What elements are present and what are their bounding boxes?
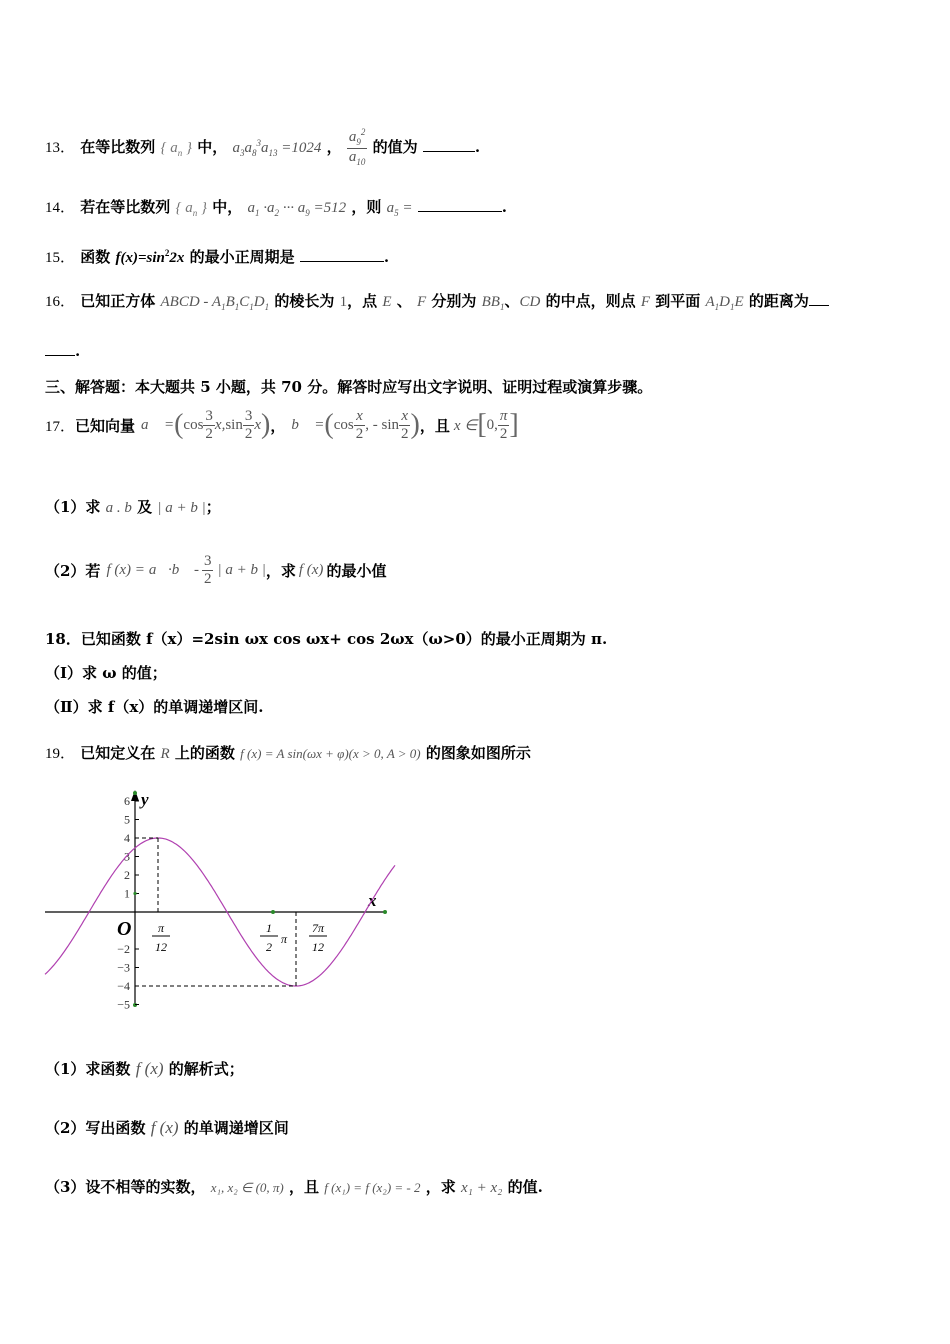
question-16-cont — [45, 342, 80, 360]
three-halves: $\frac{3}{2}$ — [244, 408, 253, 442]
question-text: 的值为 — [372, 137, 418, 156]
cube-part: C — [239, 294, 250, 310]
pi-half: $\frac{\pi}{2}$ — [499, 408, 508, 442]
y-axis-end-dot — [133, 791, 137, 795]
label-max-num: π — [157, 921, 165, 935]
question-13 — [45, 128, 480, 168]
question-text: ，点 — [347, 292, 378, 310]
question-text: 、 — [396, 292, 412, 310]
question-text: 的棱长为 — [274, 292, 335, 310]
pi: π — [499, 408, 508, 424]
question-19-part3 — [45, 1176, 543, 1197]
label-min-num: 7π — [311, 921, 325, 935]
x-half: $\frac{x}{2}$ — [355, 408, 364, 442]
dot-product: a . b — [105, 500, 132, 516]
question-text: 的单调递增区间 — [183, 1119, 289, 1137]
y-point-1 — [133, 892, 136, 895]
func-part2: 2x — [169, 250, 185, 266]
question-text: 已知正方体 — [80, 292, 156, 310]
answer-blank[interactable] — [423, 151, 475, 152]
function-fx: f (x) = — [106, 561, 145, 578]
sequence-symbol: { $a_n$ } — [175, 200, 207, 218]
left-bracket: [ — [477, 409, 487, 440]
question-17-part1 — [45, 496, 221, 517]
cube-part: ABCD - A — [160, 294, 222, 310]
question-text: 、 — [504, 292, 520, 310]
question-19-part2 — [45, 1117, 289, 1138]
question-text: ，且 — [419, 416, 450, 435]
right-bracket: ] — [509, 409, 519, 440]
equals-sign: = — [402, 200, 413, 216]
question-text: ； — [205, 498, 221, 516]
answer-blank[interactable] — [300, 261, 384, 262]
question-text: . — [383, 248, 390, 266]
vector-sum-norm: | a + b | — [157, 500, 206, 516]
segment-bb1: $BB_1$ — [481, 294, 505, 312]
question-text: ，求 — [265, 561, 296, 580]
cos-text: cos — [333, 416, 354, 433]
product-expression: $a_1 \cdot a_2$ ··· $a_9 =512$ — [247, 200, 347, 218]
sin-text: sin — [225, 416, 243, 433]
question-text: 的距离为 — [748, 292, 809, 310]
question-text: . — [75, 342, 81, 360]
question-text: 已知向量 — [75, 416, 136, 435]
label-max-den: 12 — [155, 940, 167, 954]
question-18: 18．已知函数 f（x）=2sin ωx cos ωx+ cos 2ωx（ω>0）的最小正周期为 π. — [45, 630, 608, 648]
point-e: E — [382, 294, 392, 310]
y-tick-label: 1 — [124, 886, 130, 901]
seq-letter: a — [170, 139, 178, 156]
question-number: 15． — [45, 250, 76, 266]
question-text: ， — [270, 416, 286, 435]
vector-sum-norm: | a + b | — [217, 561, 266, 578]
question-number: 19． — [45, 746, 76, 762]
x-var: x — [254, 416, 262, 433]
func-part: f(x)=sin — [115, 250, 165, 266]
question-16 — [45, 290, 829, 312]
point-f: F — [416, 294, 427, 310]
zero-point-dot — [271, 910, 275, 914]
question-text: 的解析式； — [168, 1060, 244, 1078]
answer-blank[interactable] — [809, 305, 829, 306]
function-fx: f (x) — [150, 1118, 179, 1137]
question-19-part1 — [45, 1058, 244, 1079]
seg-part: BB — [481, 294, 500, 310]
question-15 — [45, 246, 389, 267]
vector-a: a⃗ = — [141, 416, 175, 433]
question-text: 上的函数 — [174, 744, 235, 762]
label-min-den: 12 — [312, 940, 324, 954]
y-tick-label: 6 — [124, 794, 130, 808]
cube-part: D — [253, 294, 265, 310]
part-label: （1）求函数 — [45, 1060, 131, 1078]
x-comma: x, — [214, 416, 226, 433]
question-text: 中， — [212, 198, 243, 216]
domain-condition: x₁, x₂ ∈ (0, π) — [210, 1180, 284, 1195]
function-expression — [116, 250, 185, 266]
question-text: 的最小值 — [326, 561, 387, 580]
y-tick-label: −4 — [117, 979, 130, 993]
left-paren: ( — [174, 409, 184, 440]
y-tick-label: 2 — [124, 868, 130, 882]
question-text: 及 — [137, 498, 153, 516]
question-text: 分别为 — [431, 292, 477, 310]
question-19 — [45, 742, 531, 763]
part-label: （2）写出函数 — [45, 1119, 146, 1137]
question-text: ，求 — [425, 1178, 456, 1196]
dot: · — [168, 561, 172, 578]
y-axis-label: y — [141, 790, 149, 809]
function-fx: f (x) — [298, 561, 324, 578]
x-half: $\frac{x}{2}$ — [400, 408, 409, 442]
question-text: 的中点，则点 — [545, 292, 636, 310]
question-text: 若在等比数列 — [80, 198, 171, 216]
real-set: R — [160, 746, 170, 762]
question-text: 的图象如图所示 — [425, 744, 531, 762]
question-14 — [45, 196, 507, 218]
sum-expression: x₁ + x₂ — [460, 1180, 503, 1196]
question-17-part2 — [45, 548, 386, 592]
cos-text: cos — [183, 416, 204, 433]
label-zero-den: 2 — [266, 940, 272, 954]
label-zero-num: 1 — [266, 921, 272, 935]
question-text: ，则 — [351, 198, 382, 216]
question-text: 在等比数列 — [80, 137, 156, 156]
question-text: 函数 — [80, 248, 111, 266]
plane-part: E — [734, 294, 744, 310]
vector-a: a⃗ — [148, 561, 169, 578]
origin-label: O — [117, 918, 132, 940]
plane-part: A — [705, 294, 715, 310]
seq-subscript: n — [177, 147, 183, 158]
question-text: 的值. — [507, 1178, 543, 1196]
question-text: ，且 — [289, 1178, 320, 1196]
question-text: 中， — [197, 137, 228, 156]
part-label: （2）若 — [45, 561, 101, 580]
question-number: 13． — [45, 139, 76, 156]
sequence-symbol: { $a_n$ } — [160, 139, 192, 158]
func-sup: 2 — [164, 248, 170, 258]
ratio-fraction: $\frac{a_9^2}{a_{10}}$ — [348, 127, 366, 167]
cube-part: B — [225, 294, 235, 310]
question-text: . — [501, 198, 507, 216]
question-number: 14． — [45, 200, 76, 216]
left-paren: ( — [324, 409, 334, 440]
y-tick-label: −5 — [117, 997, 130, 1012]
question-18-part2: （Ⅱ）求 f（x）的单调递增区间. — [45, 698, 264, 716]
numerator: 3 — [205, 408, 213, 424]
question-text: 已知定义在 — [80, 744, 156, 762]
condition-value: =512 — [313, 200, 347, 216]
question-number: 16． — [45, 294, 76, 310]
plane-part: D — [719, 294, 730, 310]
x-range: x ∈ — [453, 417, 478, 434]
x-axis-end-dot — [383, 910, 387, 914]
part-label: （1）求 — [45, 498, 101, 516]
y-tick-label: 4 — [124, 831, 130, 845]
function-definition: f (x) = A sin(ωx + φ)(x > 0, A > 0) — [240, 746, 421, 761]
question-17 — [45, 402, 519, 448]
question-18-part1: （Ⅰ）求 ω 的值； — [45, 664, 167, 682]
question-number: 17． — [45, 418, 76, 435]
right-paren: ) — [410, 409, 420, 440]
zero: 0, — [486, 416, 498, 433]
right-paren: ) — [261, 409, 271, 440]
equal-values: f (x₁) = f (x₂) = - 2 — [324, 1180, 421, 1195]
vector-b: b⃗ — [171, 561, 191, 578]
y-tick-label: −2 — [117, 942, 130, 956]
neg-sin: , - sin — [365, 416, 399, 433]
point-f: F — [640, 294, 650, 310]
y-tick-label: 3 — [124, 849, 130, 864]
question-text: 到平面 — [655, 292, 701, 310]
question-text: . — [474, 137, 481, 156]
cube-name: ABCD - $A_1B_1C_1D_1$ — [160, 294, 270, 312]
plane-a1d1e: $A_1D_1E$ — [705, 294, 744, 312]
question-text: 的最小正周期是 — [189, 248, 295, 266]
condition-value: =1024 — [281, 139, 322, 156]
y-tick-label: 5 — [124, 812, 130, 827]
x-axis-label: x — [368, 891, 377, 910]
section-heading: 三、解答题：本大题共 5 小题，共 70 分。解答时应写出文字说明、证明过程或演算步骤。 — [45, 378, 653, 396]
denominator: 2 — [205, 425, 213, 442]
segment-cd: CD — [519, 294, 541, 310]
a5-symbol: $a_5$ = — [386, 200, 413, 218]
function-fx: f (x) — [135, 1059, 164, 1078]
question-text: ， — [326, 137, 342, 156]
label-zero-pi: π — [281, 932, 288, 946]
minus: - — [193, 561, 199, 578]
three-halves: $\frac{3}{2}$ — [203, 553, 212, 587]
y-tick-label: −3 — [117, 960, 130, 975]
answer-blank[interactable] — [418, 211, 502, 212]
vector-b: b⃗ = — [291, 416, 325, 433]
sine-graph — [40, 785, 410, 1015]
three-halves — [203, 408, 215, 442]
part-label: （3）设不相等的实数， — [45, 1178, 206, 1196]
answer-blank-cont[interactable] — [45, 355, 75, 356]
product-expression: $a_3a_8^3a_{13} =1024$ — [232, 137, 322, 158]
edge-length: 1 — [339, 294, 348, 310]
